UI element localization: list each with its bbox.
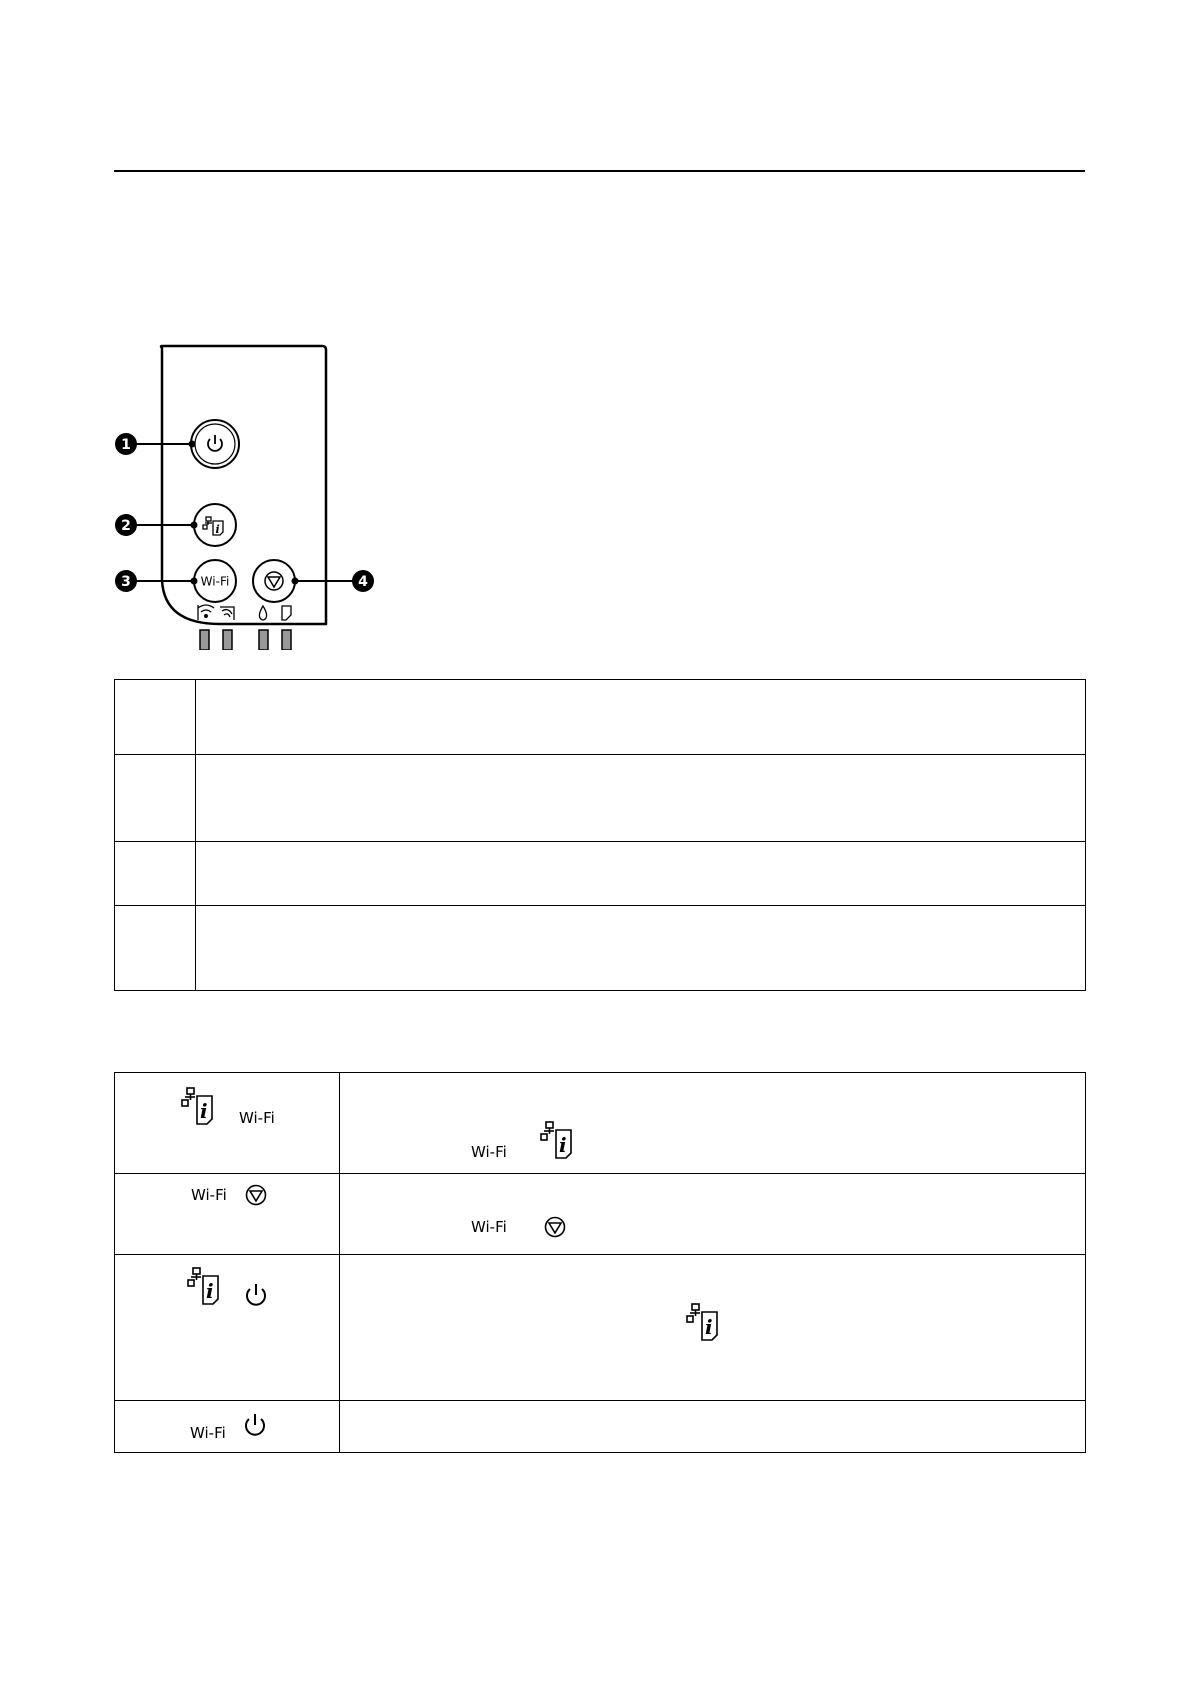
description-cell xyxy=(340,1401,1086,1453)
combo-cell xyxy=(115,1255,340,1401)
wifi-label: Wi-Fi xyxy=(239,1109,275,1127)
svg-text:3: 3 xyxy=(121,574,131,590)
description-cell xyxy=(196,906,1086,991)
svg-text:i: i xyxy=(705,1315,713,1339)
description-cell xyxy=(196,842,1086,906)
combo-cell xyxy=(115,1401,340,1453)
wifi-label: Wi-Fi xyxy=(191,1186,227,1204)
table-row xyxy=(115,680,1086,755)
description-cell xyxy=(196,680,1086,755)
table-row xyxy=(115,755,1086,842)
wifi-button-label: Wi-Fi xyxy=(200,574,230,589)
table-row xyxy=(115,1174,1086,1255)
number-cell xyxy=(115,842,196,906)
header-rule xyxy=(114,170,1085,172)
table-row xyxy=(115,1073,1086,1174)
network-status-sheet-icon xyxy=(686,1303,728,1345)
svg-text:i: i xyxy=(206,1279,214,1303)
number-cell xyxy=(115,680,196,755)
led-paper xyxy=(282,630,291,650)
stop-icon xyxy=(543,1215,567,1239)
wifi-label: Wi-Fi xyxy=(471,1218,507,1236)
button-combination-table xyxy=(114,1072,1086,1453)
led-wifi-direct xyxy=(223,630,232,650)
svg-text:1: 1 xyxy=(121,437,131,453)
control-panel-diagram xyxy=(110,340,380,650)
svg-text:i: i xyxy=(215,523,220,536)
network-status-sheet-icon xyxy=(181,1087,223,1129)
callout-2 xyxy=(115,514,137,536)
svg-text:4: 4 xyxy=(358,574,368,590)
callout-4 xyxy=(352,570,374,592)
table-row xyxy=(115,1401,1086,1453)
description-cell xyxy=(340,1073,1086,1174)
table-row xyxy=(115,906,1086,991)
svg-text:2: 2 xyxy=(121,518,131,534)
combo-cell xyxy=(115,1073,340,1174)
button-description-table xyxy=(114,679,1086,991)
network-status-sheet-icon xyxy=(187,1267,229,1309)
led-wifi xyxy=(200,630,209,650)
stop-button xyxy=(253,560,295,602)
wifi-label: Wi-Fi xyxy=(190,1424,226,1442)
callout-1 xyxy=(115,433,137,455)
description-cell xyxy=(196,755,1086,842)
power-icon xyxy=(242,1412,268,1438)
svg-text:i: i xyxy=(559,1133,567,1157)
description-cell xyxy=(340,1255,1086,1401)
callout-3 xyxy=(115,570,137,592)
number-cell xyxy=(115,906,196,991)
stop-icon xyxy=(244,1183,268,1207)
network-status-sheet-icon xyxy=(540,1121,582,1163)
table-row xyxy=(115,1255,1086,1401)
table-row xyxy=(115,842,1086,906)
panel-outline xyxy=(161,346,326,624)
number-cell xyxy=(115,755,196,842)
power-icon xyxy=(243,1282,269,1308)
wifi-label: Wi-Fi xyxy=(471,1143,507,1161)
description-cell xyxy=(340,1174,1086,1255)
combo-cell xyxy=(115,1174,340,1255)
led-ink xyxy=(259,630,268,650)
svg-text:i: i xyxy=(200,1099,208,1123)
